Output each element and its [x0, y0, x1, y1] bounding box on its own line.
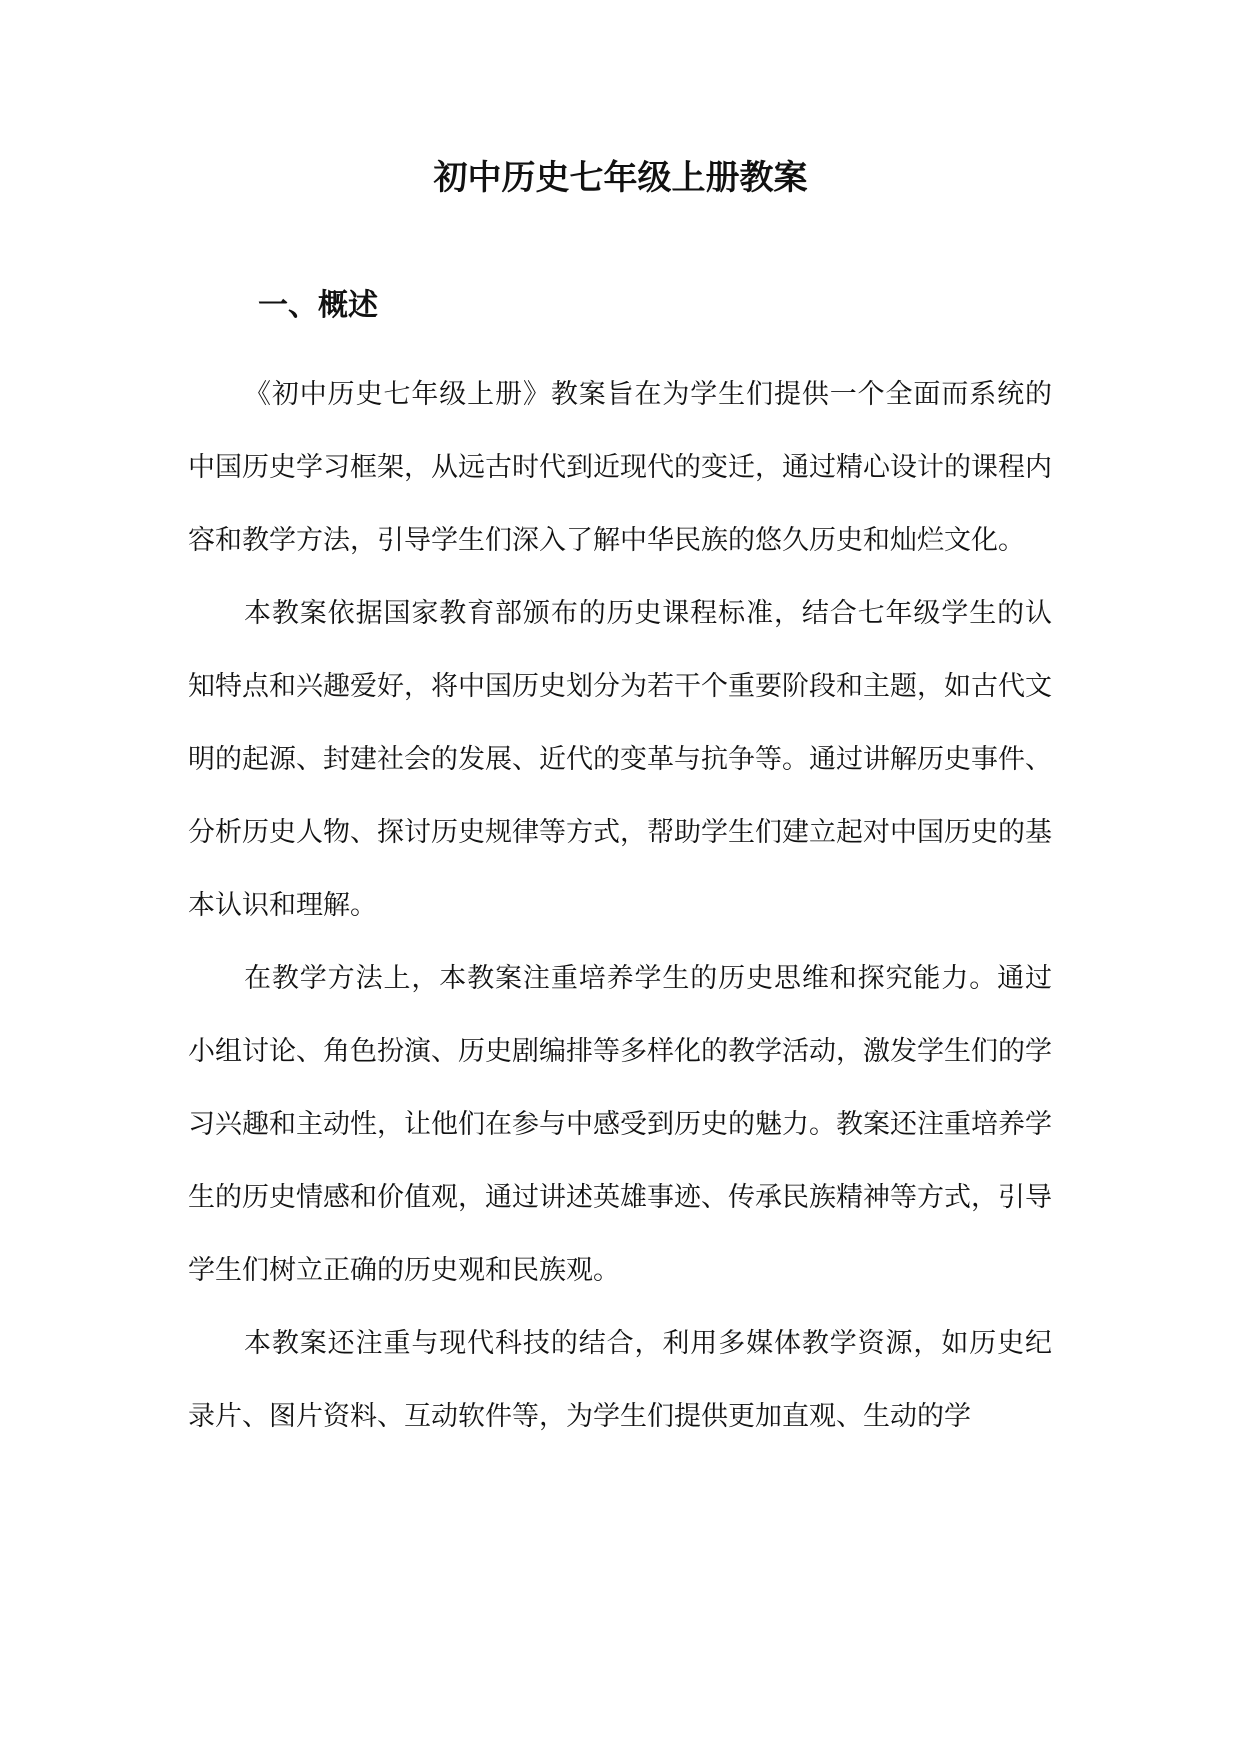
document-body — [188, 358, 1052, 1453]
paragraph: 本教案还注重与现代科技的结合，利用多媒体教学资源，如历史纪录片、图片资料、互动软件等，为学生们提供更加直观、生动的学 — [188, 1328, 1052, 1432]
paragraph: 《初中历史七年级上册》教案旨在为学生们提供一个全面而系统的中国历史学习框架，从远古时代到近现代的变迁，通过精心设计的课程内容和教学方法，引导学生们深入了解中华民族的悠久历史和灿烂文化。 — [188, 379, 1052, 556]
paragraph: 在教学方法上，本教案注重培养学生的历史思维和探究能力。通过小组讨论、角色扮演、历史剧编排等多样化的教学活动，激发学生们的学习兴趣和主动性，让他们在参与中感受到历史的魅力。教案还注重培养学生的历史情感和价值观，通过讲述英雄事迹、传承民族精神等方式，引导学生们树立正确的历史观和民族观。 — [188, 963, 1052, 1286]
document-title: 初中历史七年级上册教案 — [433, 158, 808, 198]
section-heading: 一、概述 — [258, 288, 378, 323]
paragraph: 本教案依据国家教育部颁布的历史课程标准，结合七年级学生的认知特点和兴趣爱好，将中国历史划分为若干个重要阶段和主题，如古代文明的起源、封建社会的发展、近代的变革与抗争等。通过讲解历史事件、分析历史人物、探讨历史规律等方式，帮助学生们建立起对中国历史的基本认识和理解。 — [188, 598, 1052, 921]
